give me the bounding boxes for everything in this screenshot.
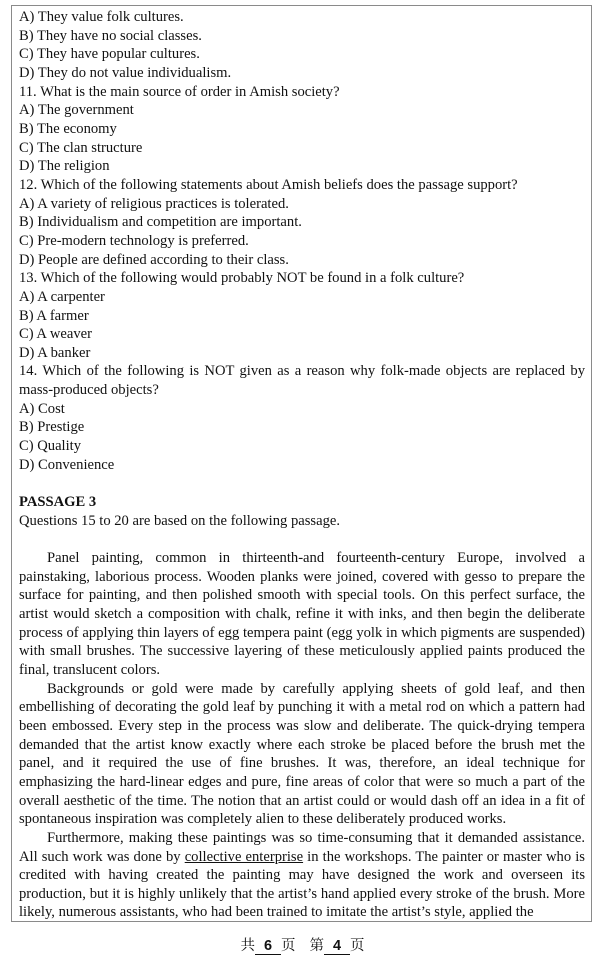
passage-heading: PASSAGE 3 [19, 494, 97, 511]
question-text: 13. Which of the following would probably NOT be found in a folk culture? [19, 270, 465, 287]
total-suffix: 页 [281, 938, 296, 954]
paragraph-3-start: Furthermore, making these paintings was so time-consuming that it demanded assistance. All such work was done by [19, 829, 585, 865]
total-pages: 6 [255, 939, 281, 955]
spacer [19, 530, 585, 549]
total-prefix: 共 [240, 938, 255, 954]
option-b: B) A farmer [19, 307, 89, 324]
option-c: C) A weaver [19, 326, 92, 343]
passage-paragraph-1: Panel painting, common in thirteenth-and fourteenth-century Europe, involved a painstaking, laborious process. Wooden planks were joined, covered with gesso to prepare the surface for painting, and then polished smooth with special tools. On this perfect surface, the artist would sketch a composition with chalk, refine it with inks, and then begin the deliberate process of applying thin layers of egg tempera paint (egg yolk in which pigments are suspended) with small brushes. The successive layering of these meticulously applied paints produced the final, translucent colors. [19, 550, 585, 678]
passage-paragraph-2: Backgrounds or gold were made by carefully applying sheets of gold leaf, and then embellishing of decorating the gold leaf by punching it with a metal rod on which a pattern had been embossed. Every step in the process was slow and deliberate. The quick-drying tempera demanded that the artist know exactly where each stroke be placed before the brush met the panel, and it required the use of fine brushes. It was, therefore, an ideal technique for emphasizing the hard-linear edges and pure, fine areas of color that were so much a part of the overall aesthetic of the time. The notion that an artist could or would dash off an idea in a fit of spontaneous inspiration was completely alien to these deliberately produced works. [19, 680, 585, 828]
question-13 [19, 269, 585, 362]
option-c: C) They have popular cultures. [19, 46, 200, 63]
question-12 [19, 176, 585, 269]
option-d: D) They do not value individualism. [19, 64, 232, 81]
option-b: B) They have no social classes. [19, 27, 202, 44]
option-a: A) They value folk cultures. [19, 9, 184, 25]
page-content [19, 8, 585, 922]
underlined-phrase: collective enterprise [184, 848, 304, 865]
option-a: A) Cost [19, 400, 65, 417]
option-c: C) Quality [19, 438, 82, 455]
passage-instruction: Questions 15 to 20 are based on the following passage. [19, 512, 340, 529]
option-b: B) Prestige [19, 419, 85, 436]
option-a: A) The government [19, 102, 134, 119]
paragraph-3-end: in the workshops. The painter or master who is credited with having created the painting may have designed the work and overseen its production, but it is highly unlikely that the artist’s hand applied every stroke of the brush. More likely, numerous assistants, who had been trained to imitate the artist’s style, applied the [19, 848, 585, 921]
passage-paragraph-3 [19, 829, 585, 922]
option-d: D) The religion [19, 158, 110, 175]
current-prefix: 第 [309, 938, 324, 954]
page-frame [11, 5, 592, 922]
current-page: 4 [324, 939, 350, 955]
question-10-options [19, 8, 585, 83]
option-a: A) A variety of religious practices is tolerated. [19, 195, 289, 212]
option-b: B) The economy [19, 120, 117, 137]
option-c: C) The clan structure [19, 139, 143, 156]
question-14 [19, 362, 585, 474]
question-text: 12. Which of the following statements about Amish beliefs does the passage support? [19, 176, 518, 193]
question-11 [19, 83, 585, 176]
question-text: 11. What is the main source of order in Amish society? [19, 83, 340, 100]
passage-3 [19, 493, 585, 922]
current-suffix: 页 [350, 938, 365, 954]
option-b: B) Individualism and competition are important. [19, 214, 302, 231]
option-d: D) People are defined according to their class. [19, 251, 289, 268]
option-c: C) Pre-modern technology is preferred. [19, 232, 249, 249]
question-text: 14. Which of the following is NOT given as a reason why folk-made objects are replaced by mass-produced objects? [19, 363, 585, 399]
spacer [19, 474, 585, 493]
option-a: A) A carpenter [19, 288, 105, 305]
page-footer [0, 934, 605, 955]
option-d: D) Convenience [19, 456, 115, 473]
option-d: D) A banker [19, 344, 91, 361]
